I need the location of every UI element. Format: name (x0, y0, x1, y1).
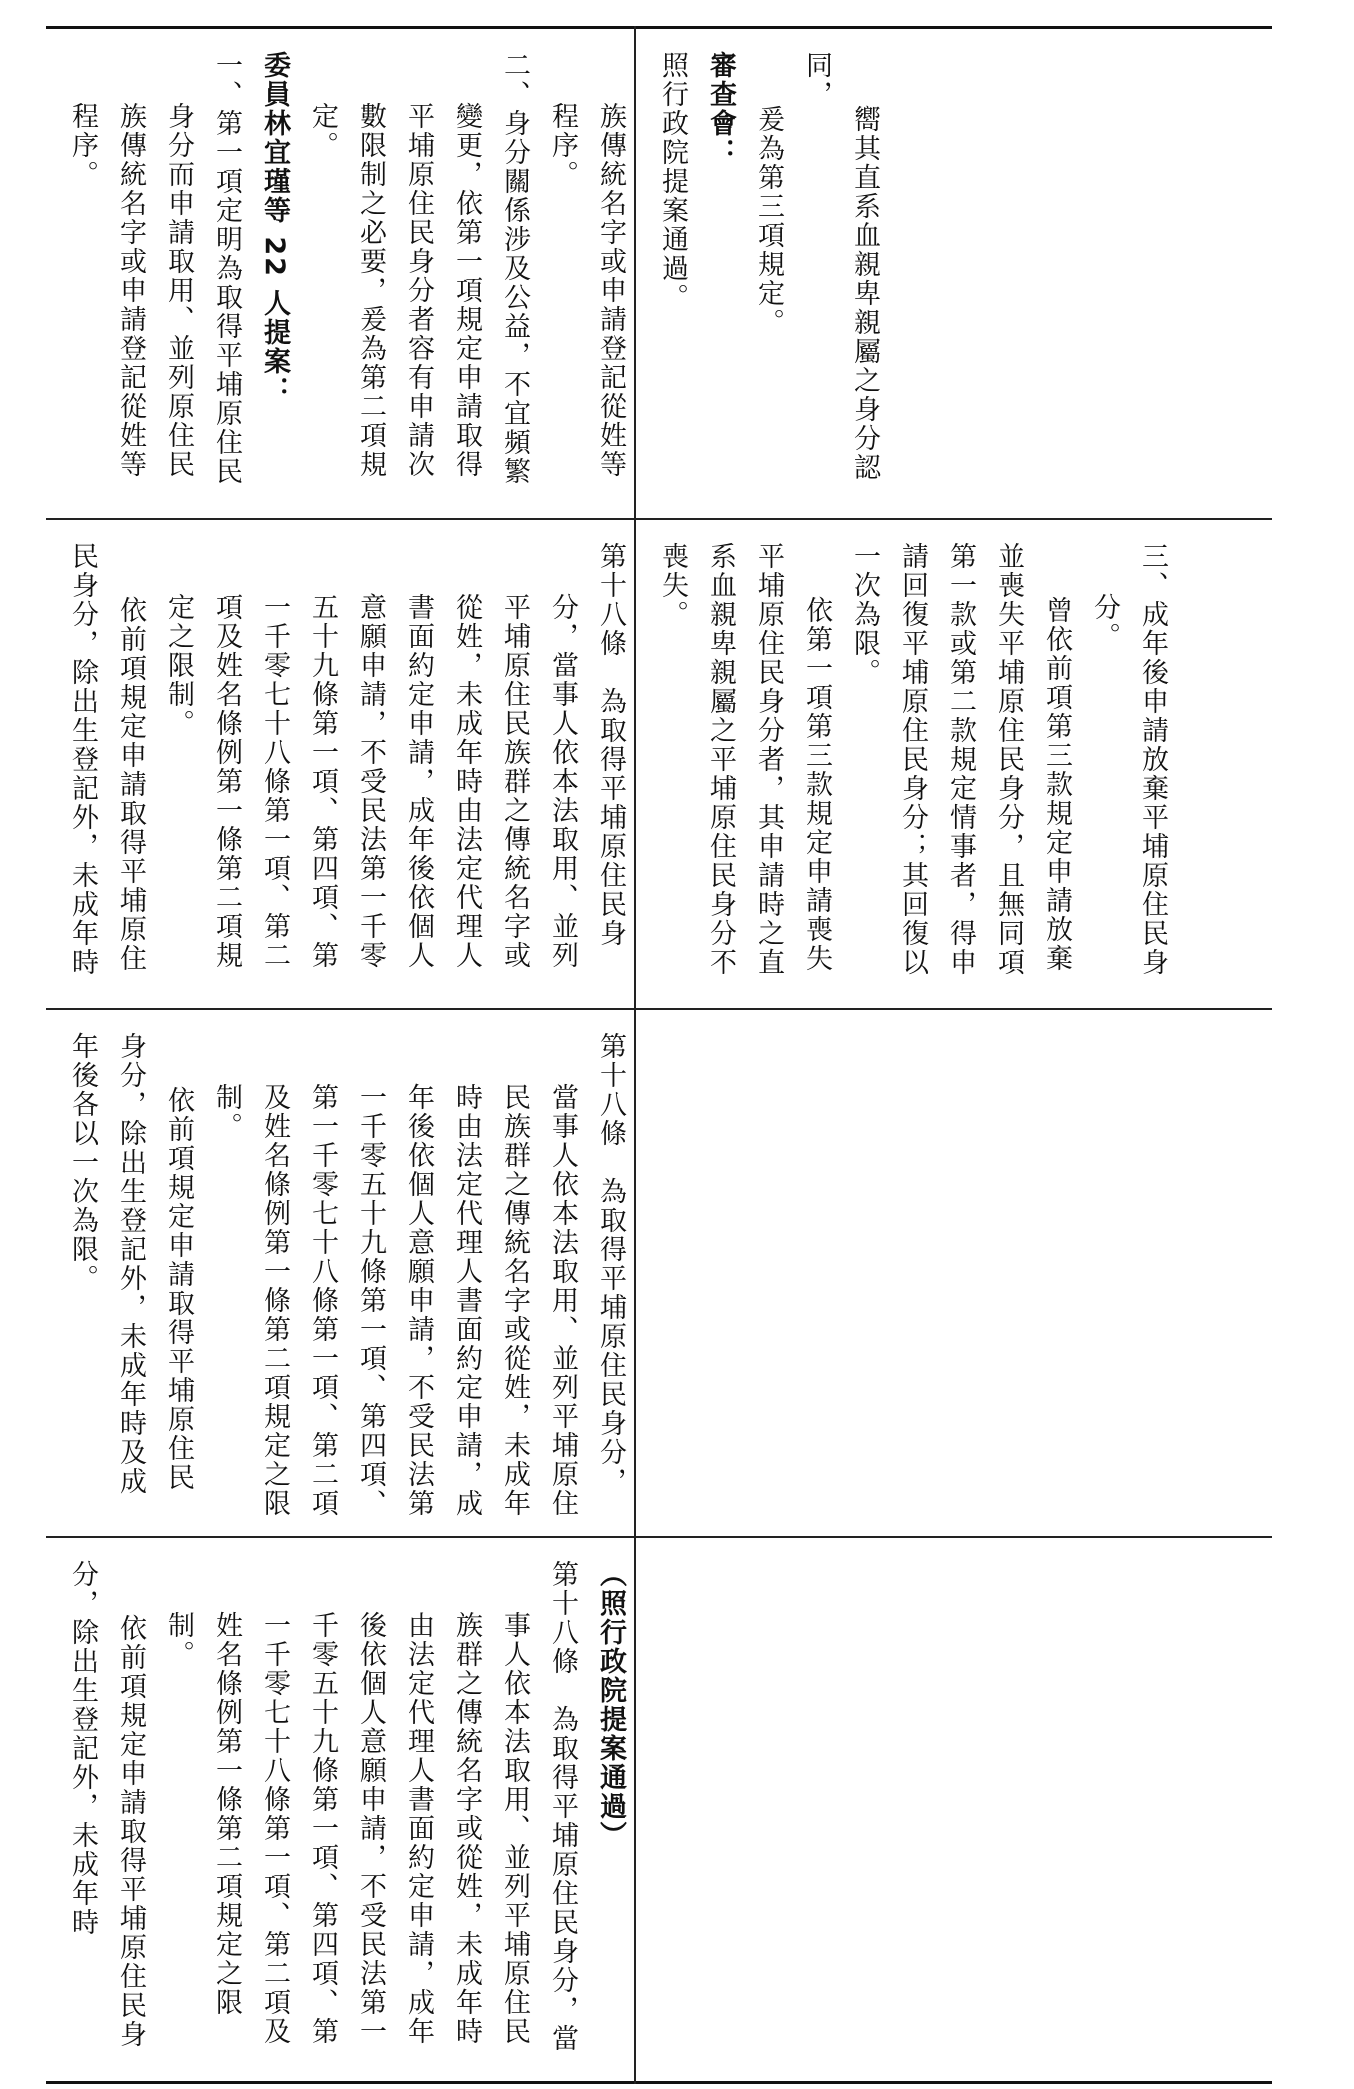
row2-passed-cell (46, 1538, 634, 2081)
row1-passed-cell (636, 1538, 1272, 2081)
notes-item-3: 一、第一項定明為取得平埔原住民身分而申請取用、並列原住民族傳統名字或申請登記從姓等程序。 (67, 51, 242, 486)
row1-notes-cell (636, 29, 1272, 518)
row2-current-cell (46, 1010, 634, 1536)
committee-article: 第十八條 為取得平埔原住民身分，當事人依本法取用、並列平埔原住民族群之傳統名字或從姓，未成年時由法定代理人書面約定申請，成年後依個人意願申請，不受民法第一千零五十九條第一項、第四項、第一千零七十八條第一項、第二項及姓名條例第一條第二項規定之限制。 (163, 542, 626, 971)
row1-notes-line: 嚮其直系血親卑親屬之身分認同， (801, 51, 880, 482)
committee-item-3: 三、成年後申請放棄平埔原住民身分。 (1089, 542, 1168, 977)
notes-item-1: 族傳統名字或申請登記從姓等程序。 (547, 102, 626, 480)
passed-para2: 依前項規定申請取得平埔原住民身分，除出生登記外，未成年時 (67, 1560, 146, 2049)
row2-notes-cell (46, 29, 634, 518)
passed-article: 第十八條 為取得平埔原住民身分，當事人依本法取用、並列平埔原住民族群之傳統名字或從姓，未成年時由法定代理人書面約定申請，成年後依個人意願申請，不受民法第一千零五十九條第一項、第四項、第一千零七十八條第一項、第二項及姓名條例第一條第二項規定之限制。 (163, 1560, 578, 2053)
committee-para: 依第一項第三款規定申請喪失平埔原住民身分者，其申請時之直系血親卑親屬之平埔原住民身分不喪失。 (657, 542, 832, 977)
row1-committee-cell (636, 520, 1272, 1008)
review-text: 照行政院提案通過。 (657, 51, 688, 312)
committee-para2: 依前項規定申請取得平埔原住民身分，除出生登記外，未成年時 (67, 542, 146, 977)
committee-heading: 委員林宜瑾等 22 人提案： (259, 51, 290, 406)
row1-current-cell (636, 1010, 1272, 1536)
committee-para: 曾依前項第三款規定申請放棄並喪失平埔原住民身分，且無同項第一款或第二款規定情事者，得申請回復平埔原住民身分；其回復以一次為限。 (849, 542, 1072, 977)
current-article: 第十八條 為取得平埔原住民身分，當事人依本法取用、並列平埔原住民族群之傳統名字或從姓，未成年時由法定代理人書面約定申請，成年後依個人意願申請，不受民法第一千零五十九條第一項、第四項、第一千零七十八條第一項、第二項及姓名條例第一條第二項規定之限制。 (211, 1032, 626, 1519)
document-page (46, 26, 1272, 2084)
notes-item-2: 二、身分關係涉及公益，不宜頻繁變更，依第一項規定申請取得平埔原住民身分者容有申請次數限制之必要，爰為第二項規定。 (307, 51, 530, 486)
current-para2: 依前項規定申請取得平埔原住民身分，除出生登記外，未成年時及成年後各以一次為限。 (67, 1032, 194, 1496)
row1-notes-line: 爰為第三項規定。 (753, 105, 784, 337)
passed-heading: （照行政院提案通過） (595, 1560, 626, 1850)
row2-committee-cell (46, 520, 634, 1008)
review-heading: 審查會： (705, 51, 736, 167)
bottom-rule (46, 2081, 1272, 2084)
